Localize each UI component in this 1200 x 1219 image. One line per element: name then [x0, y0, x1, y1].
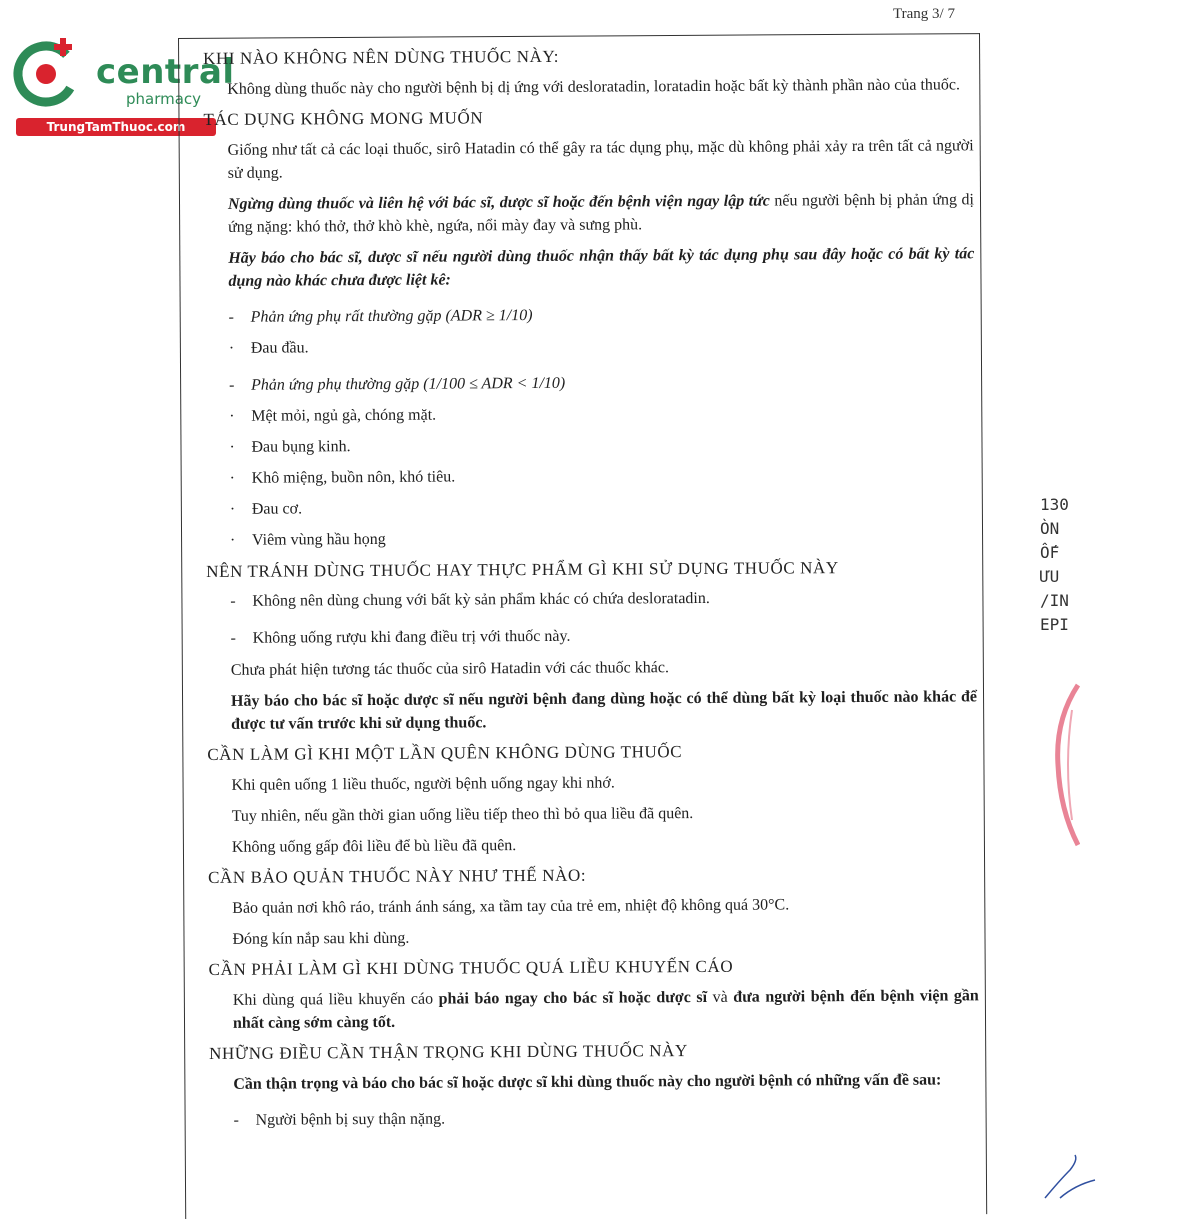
list-item: · Viêm vùng hầu họng — [229, 530, 386, 549]
paragraph: Không dùng thuốc này cho người bệnh bị dị ứng với desloratadin, loratadin hoặc bất kỳ thành phần nào của thuốc. — [227, 76, 961, 98]
paragraph: Đóng kín nắp sau khi dùng. — [232, 929, 410, 948]
paragraph: Khi quên uống 1 liều thuốc, người bệnh uống ngay khi nhớ. — [231, 774, 615, 794]
list-item: - Không uống rượu khi đang điều trị với thuốc này. — [230, 627, 571, 647]
document-content — [205, 43, 980, 1141]
logo-sub: pharmacy — [126, 90, 202, 108]
logo-brand: central — [96, 52, 235, 92]
section-title: KHI NÀO KHÔNG NÊN DÙNG THUỐC NÀY: — [203, 46, 560, 69]
margin-mark: EPI — [1040, 615, 1069, 634]
list-group-header: - Phản ứng phụ thường gặp (1/100 ≤ ADR < 1/10) — [229, 374, 566, 394]
logo-url[interactable]: TrungTamThuoc.com — [16, 118, 216, 136]
paragraph: Tuy nhiên, nếu gần thời gian uống liều tiếp theo thì bỏ qua liều đã quên. — [231, 805, 694, 825]
list-item: - Người bệnh bị suy thận nặng. — [233, 1110, 446, 1129]
paragraph: Bảo quản nơi khô ráo, tránh ánh sáng, xa tầm tay của trẻ em, nhiệt độ không quá 30°C. — [232, 896, 790, 917]
section-title: TÁC DỤNG KHÔNG MONG MUỐN — [203, 108, 484, 130]
margin-mark: ƯU — [1040, 567, 1060, 586]
section-title: CẦN LÀM GÌ KHI MỘT LẦN QUÊN KHÔNG DÙNG THUỐC — [207, 742, 683, 764]
paragraph: Hãy báo cho bác sĩ hoặc dược sĩ nếu người bệnh đang dùng hoặc có thể dùng bất kỳ loại thuốc nào khác để được tư vấn trước khi sử dụng thuốc. — [230, 688, 978, 733]
list-item: · Mệt mỏi, ngủ gà, chóng mặt. — [229, 406, 437, 425]
margin-mark: ÒN — [1040, 519, 1060, 538]
cropped-margin-text — [1040, 495, 1080, 639]
paragraph: Không uống gấp đôi liều để bù liều đã quên. — [231, 837, 517, 856]
list-item: · Đau bụng kinh. — [229, 438, 351, 456]
paragraph: Giống như tất cả các loại thuốc, sirô Hatadin có thể gây ra tác dụng phụ, mặc dù không phải xảy ra trên tất cả người sử dụng. — [227, 137, 974, 182]
margin-mark: 130 — [1040, 495, 1069, 514]
signature-icon — [1040, 1150, 1100, 1200]
paragraph: Hãy báo cho bác sĩ, dược sĩ nếu người dùng thuốc nhận thấy bất kỳ tác dụng phụ sau đây hoặc có bất kỳ tác dụng nào khác chưa được liệt kê: — [228, 245, 975, 290]
list-item: · Đau cơ. — [229, 500, 303, 518]
paragraph: Chưa phát hiện tương tác thuốc của sirô Hatadin với các thuốc khác. — [230, 659, 669, 679]
list-item: · Đau đầu. — [228, 339, 309, 357]
section-title: NHỮNG ĐIỀU CẦN THẬN TRỌNG KHI DÙNG THUỐC NÀY — [209, 1041, 688, 1063]
margin-mark: /IN — [1040, 591, 1069, 610]
red-stamp-icon — [1050, 680, 1080, 850]
list-item: - Không nên dùng chung với bất kỳ sản phẩm khác có chứa desloratadin. — [230, 589, 710, 610]
list-group-header: - Phản ứng phụ rất thường gặp (ADR ≥ 1/10) — [228, 307, 533, 326]
margin-mark: ỐF — [1040, 543, 1060, 562]
emphasis: Ngừng dùng thuốc và liên hệ với bác sĩ, dược sĩ hoặc đến bệnh viện ngay lập tức — [227, 192, 770, 213]
list-item: · Khô miệng, buồn nôn, khó tiêu. — [229, 468, 456, 487]
section-title: CẦN PHẢI LÀM GÌ KHI DÙNG THUỐC QUÁ LIỀU KHUYẾN CÁO — [208, 956, 734, 979]
pharmacy-cross-icon — [8, 36, 98, 116]
page-number: Trang 3/ 7 — [893, 6, 955, 22]
section-title: NÊN TRÁNH DÙNG THUỐC HAY THỰC PHẨM GÌ KHI SỬ DỤNG THUỐC NÀY — [206, 558, 839, 582]
paragraph: Cần thận trọng và báo cho bác sĩ hoặc dược sĩ khi dùng thuốc này cho người bệnh có những vấn đề sau: — [233, 1071, 942, 1093]
section-title: CẦN BẢO QUẢN THUỐC NÀY NHƯ THẾ NÀO: — [208, 865, 587, 887]
paragraph — [228, 188, 974, 239]
text: nếu người bệnh bị phản ứng dị ứng nặng: khó thở, thở khò khè, ngứa, nổi mày đay và sưng phù. — [228, 191, 974, 236]
paragraph: Khi dùng quá liều khuyến cáo phải báo ngay cho bác sĩ hoặc dược sĩ và đưa người bệnh đến bệnh viện gần nhất càng sớm càng tốt. — [232, 987, 979, 1032]
